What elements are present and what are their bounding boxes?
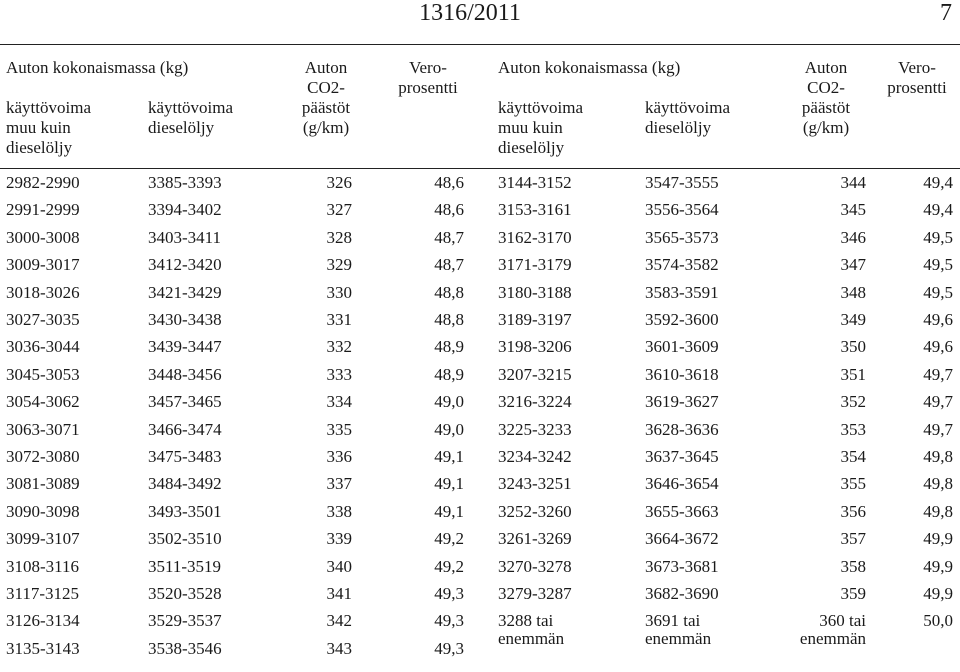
- co2-cell: 355: [840, 474, 866, 494]
- mass-diesel-cell: 3538-3546: [148, 638, 222, 658]
- mass-other-cell: 3063-3071: [6, 419, 80, 439]
- mass-diesel-cell: 3421-3429: [148, 282, 222, 302]
- co2-cell: 341: [326, 584, 352, 603]
- page-number: 7: [940, 0, 952, 26]
- co2-cell: 348: [840, 282, 866, 302]
- tax-cell: 49,9: [923, 584, 953, 603]
- tax-cell: 49,4: [923, 200, 953, 220]
- mass-diesel-cell: 3466-3474: [148, 419, 222, 439]
- tax-cell: 48,6: [434, 200, 464, 220]
- mass-other-cell: 3243-3251: [498, 474, 572, 494]
- mass-other-cell: 3018-3026: [6, 282, 80, 302]
- mass-diesel-cell: 3457-3465: [148, 392, 222, 412]
- mass-other-cell: 3270-3278: [498, 556, 572, 576]
- tax-cell: 49,9: [923, 529, 953, 549]
- co2-cell: 344: [840, 173, 866, 192]
- co2-cell: 345: [840, 200, 866, 220]
- fuel-diesel-header-right: käyttövoima dieselöljy: [645, 98, 730, 137]
- group-title-left: Auton kokonaismassa (kg): [6, 58, 189, 77]
- mass-other-cell: 3054-3062: [6, 392, 80, 412]
- mass-other-cell: 3099-3107: [6, 529, 80, 549]
- mass-other-cell: 3252-3260: [498, 501, 572, 521]
- co2-cell: 338: [326, 501, 352, 521]
- mass-other-cell: 3279-3287: [498, 584, 572, 603]
- mass-other-cell: 3081-3089: [6, 474, 80, 494]
- tax-cell: 49,2: [434, 529, 464, 549]
- mass-other-cell: 3045-3053: [6, 364, 80, 384]
- tax-header-right: Vero- prosentti: [887, 58, 947, 97]
- mass-other-cell: 3189-3197: [498, 310, 572, 329]
- tax-cell: 49,1: [434, 501, 464, 521]
- tax-cell: 48,7: [434, 227, 464, 247]
- mass-other-cell: 3171-3179: [498, 255, 572, 275]
- mass-diesel-cell: 3412-3420: [148, 255, 222, 275]
- co2-header-left: Auton CO2- päästöt (g/km): [301, 58, 351, 137]
- mass-diesel-cell: 3430-3438: [148, 310, 222, 329]
- co2-cell: 357: [840, 529, 866, 549]
- co2-cell: 342: [326, 611, 352, 631]
- mass-diesel-cell: 3619-3627: [645, 392, 719, 412]
- co2-cell: 353: [840, 419, 866, 439]
- co2-cell: 354: [840, 447, 866, 466]
- tax-cell: 49,2: [434, 556, 464, 576]
- co2-cell: 337: [326, 474, 352, 494]
- co2-cell: 356: [840, 501, 866, 521]
- co2-cell: 352: [840, 392, 866, 412]
- tax-cell: 49,0: [434, 392, 464, 412]
- tax-cell: 50,0: [923, 611, 953, 631]
- mass-diesel-cell: 3502-3510: [148, 529, 222, 549]
- tax-cell: 49,3: [434, 584, 464, 603]
- mass-diesel-cell: 3394-3402: [148, 200, 222, 220]
- tax-cell: 49,1: [434, 447, 464, 466]
- tax-cell: 49,7: [923, 392, 953, 412]
- mass-diesel-cell: 3583-3591: [645, 282, 719, 302]
- tax-cell: 48,7: [434, 255, 464, 275]
- tax-cell: 49,8: [923, 501, 953, 521]
- mass-diesel-cell: 3628-3636: [645, 419, 719, 439]
- mass-other-cell: 2991-2999: [6, 200, 80, 220]
- mass-other-cell: 3126-3134: [6, 611, 80, 631]
- mass-diesel-cell: 3385-3393: [148, 173, 222, 192]
- mass-diesel-cell: 3646-3654: [645, 474, 719, 494]
- co2-cell: 346: [840, 227, 866, 247]
- tax-cell: 48,9: [434, 337, 464, 357]
- mass-other-cell: 3117-3125: [6, 584, 80, 603]
- mass-diesel-cell: 3439-3447: [148, 337, 222, 357]
- group-title-right: Auton kokonaismassa (kg): [498, 58, 681, 77]
- tax-cell: 48,8: [434, 310, 464, 329]
- tax-cell: 48,8: [434, 282, 464, 302]
- mass-other-cell: 3153-3161: [498, 200, 572, 220]
- co2-cell: 359: [840, 584, 866, 603]
- co2-cell: 327: [326, 200, 352, 220]
- tax-cell: 48,6: [434, 173, 464, 192]
- header-rule: [0, 44, 960, 45]
- mass-other-cell: 3162-3170: [498, 227, 572, 247]
- mass-diesel-cell: 3637-3645: [645, 447, 719, 466]
- mass-other-cell: 3198-3206: [498, 337, 572, 357]
- fuel-other-header-right: käyttövoima muu kuin dieselöljy: [498, 98, 583, 157]
- co2-cell: 339: [326, 529, 352, 549]
- mass-other-cell: 3261-3269: [498, 529, 572, 549]
- mass-other-cell: 3108-3116: [6, 556, 80, 576]
- co2-cell: 336: [326, 447, 352, 466]
- mass-diesel-cell: 3673-3681: [645, 556, 719, 576]
- co2-cell: 329: [326, 255, 352, 275]
- tax-cell: 49,5: [923, 255, 953, 275]
- co2-cell: 347: [840, 255, 866, 275]
- mass-other-cell: 2982-2990: [6, 173, 80, 192]
- mass-diesel-cell: 3448-3456: [148, 364, 222, 384]
- co2-cell: 328: [326, 227, 352, 247]
- mass-diesel-cell: 3574-3582: [645, 255, 719, 275]
- mass-other-cell: 3180-3188: [498, 282, 572, 302]
- co2-header-right: Auton CO2- päästöt (g/km): [801, 58, 851, 137]
- mass-other-cell: 3225-3233: [498, 419, 572, 439]
- co2-cell: 330: [326, 282, 352, 302]
- tax-cell: 49,5: [923, 282, 953, 302]
- mass-diesel-cell: 3520-3528: [148, 584, 222, 603]
- co2-cell: 343: [326, 638, 352, 658]
- mass-other-cell: 3009-3017: [6, 255, 80, 275]
- co2-cell: 340: [326, 556, 352, 576]
- mass-other-cell: 3207-3215: [498, 364, 572, 384]
- mass-diesel-cell: 3682-3690: [645, 584, 719, 603]
- tax-cell: 49,1: [434, 474, 464, 494]
- mass-other-cell: 3090-3098: [6, 501, 80, 521]
- co2-cell: 331: [326, 310, 352, 329]
- mass-other-cell: 3234-3242: [498, 447, 572, 466]
- mass-diesel-cell: 3484-3492: [148, 474, 222, 494]
- tax-header-left: Vero- prosentti: [398, 58, 458, 97]
- fuel-other-header-left: käyttövoima muu kuin dieselöljy: [6, 98, 91, 157]
- tax-cell: 49,3: [434, 638, 464, 658]
- fuel-diesel-header-left: käyttövoima dieselöljy: [148, 98, 233, 137]
- mass-diesel-cell: 3529-3537: [148, 611, 222, 631]
- mass-diesel-cell: 3655-3663: [645, 501, 719, 521]
- mass-diesel-cell: 3403-3411: [148, 227, 222, 247]
- mass-diesel-cell: 3664-3672: [645, 529, 719, 549]
- mass-other-cell: 3072-3080: [6, 447, 80, 466]
- mass-diesel-cell: 3475-3483: [148, 447, 222, 466]
- tax-cell: 49,9: [923, 556, 953, 576]
- mass-other-cell: 3216-3224: [498, 392, 572, 412]
- table-header-rule: [0, 168, 960, 169]
- mass-diesel-cell: 3547-3555: [645, 173, 719, 192]
- co2-cell: 350: [840, 337, 866, 357]
- mass-diesel-cell: 3565-3573: [645, 227, 719, 247]
- co2-cell: 333: [326, 364, 352, 384]
- tax-cell: 49,6: [923, 337, 953, 357]
- journal-reference: 1316/2011: [419, 0, 521, 26]
- mass-diesel-cell: 3556-3564: [645, 200, 719, 220]
- tax-cell: 49,7: [923, 364, 953, 384]
- tax-cell: 49,0: [434, 419, 464, 439]
- mass-other-cell: 3288 tai enemmän: [498, 611, 565, 649]
- tax-cell: 48,9: [434, 364, 464, 384]
- tax-cell: 49,8: [923, 447, 953, 466]
- mass-diesel-cell: 3601-3609: [645, 337, 719, 357]
- mass-diesel-cell: 3610-3618: [645, 364, 719, 384]
- mass-other-cell: 3036-3044: [6, 337, 80, 357]
- co2-cell: 349: [840, 310, 866, 329]
- co2-cell: 334: [326, 392, 352, 412]
- tax-cell: 49,3: [434, 611, 464, 631]
- tax-cell: 49,6: [923, 310, 953, 329]
- mass-other-cell: 3000-3008: [6, 227, 80, 247]
- co2-cell: 360 tai enemmän: [799, 611, 866, 649]
- co2-cell: 351: [840, 364, 866, 384]
- mass-other-cell: 3135-3143: [6, 638, 80, 658]
- co2-cell: 326: [326, 173, 352, 192]
- tax-cell: 49,5: [923, 227, 953, 247]
- mass-diesel-cell: 3691 tai enemmän: [645, 611, 712, 649]
- mass-other-cell: 3144-3152: [498, 173, 572, 192]
- co2-cell: 332: [326, 337, 352, 357]
- co2-cell: 358: [840, 556, 866, 576]
- mass-other-cell: 3027-3035: [6, 310, 80, 329]
- mass-diesel-cell: 3493-3501: [148, 501, 222, 521]
- co2-cell: 335: [326, 419, 352, 439]
- tax-cell: 49,7: [923, 419, 953, 439]
- mass-diesel-cell: 3511-3519: [148, 556, 222, 576]
- mass-diesel-cell: 3592-3600: [645, 310, 719, 329]
- tax-cell: 49,8: [923, 474, 953, 494]
- tax-cell: 49,4: [923, 173, 953, 192]
